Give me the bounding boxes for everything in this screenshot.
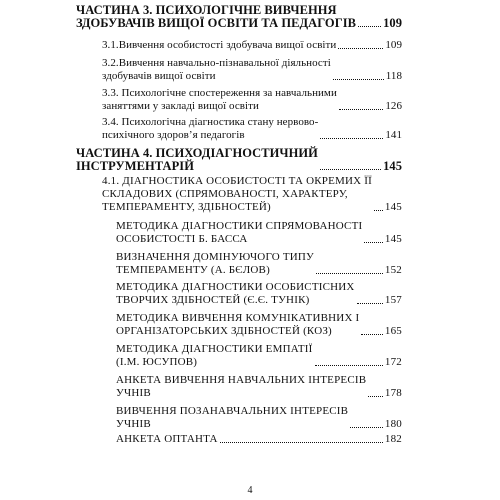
toc-section-title: 4.1. ДІАГНОСТИКА ОСОБИСТОСТІ ТА ОКРЕМИХ ЇЇ СКЛАДОВИХ (СПРЯМОВАНОСТІ, ХАРАКТЕРУ, ТЕМПЕРАМЕНТУ, ЗДІБНОСТЕЙ) <box>102 175 372 213</box>
toc-method-page: 178 <box>384 387 402 399</box>
toc-section-title: 3.3. Психологічне спостереження за навчальними заняттями у закладі вищої освіти <box>102 87 337 112</box>
toc-method-item <box>116 220 402 246</box>
leader-dots <box>357 303 383 304</box>
page-number: 4 <box>247 485 253 496</box>
leader-dots <box>339 109 383 110</box>
toc-method-title: МЕТОДИКА ДІАГНОСТИКИ ОСОБИСТІСНИХ ТВОРЧИХ ЗДІБНОСТЕЙ (Є.Є. ТУНІК) <box>116 281 355 306</box>
leader-dots <box>358 26 381 27</box>
toc-method-item <box>116 374 402 400</box>
leader-dots <box>320 138 383 139</box>
leader-dots <box>315 365 383 366</box>
leader-dots <box>374 210 383 211</box>
leader-dots <box>220 442 383 443</box>
toc-method-page: 165 <box>384 325 402 337</box>
toc-method-page: 180 <box>384 418 402 430</box>
toc-method-page: 172 <box>384 356 402 368</box>
toc-part-3 <box>76 4 402 30</box>
toc-section-3-1 <box>102 39 402 52</box>
toc-method-item <box>116 281 402 307</box>
toc-method-page: 182 <box>384 433 402 445</box>
toc-method-title: МЕТОДИКА ДІАГНОСТИКИ СПРЯМОВАНОСТІ ОСОБИСТОСТІ Б. БАССА <box>116 220 363 245</box>
toc-part-4 <box>76 147 402 173</box>
toc-method-title: ВИЗНАЧЕННЯ ДОМІНУЮЧОГО ТИПУ ТЕМПЕРАМЕНТУ (А. БЄЛОВ) <box>116 251 315 276</box>
leader-dots <box>320 169 381 170</box>
leader-dots <box>368 396 383 397</box>
toc-section-page: 126 <box>385 100 402 112</box>
leader-dots <box>364 242 383 243</box>
toc-part-title: ЧАСТИНА 3. ПСИХОЛОГІЧНЕ ВИВЧЕННЯ ЗДОБУВАЧІВ ВИЩОЇ ОСВІТИ ТА ПЕДАГОГІВ <box>76 3 356 30</box>
toc-method-page: 152 <box>384 264 402 276</box>
toc-method-item <box>116 433 402 446</box>
toc-section-3-4 <box>102 116 402 142</box>
toc-part-page: 109 <box>383 16 402 30</box>
toc-method-item <box>116 343 402 369</box>
toc-section-page: 109 <box>385 39 402 51</box>
toc-section-4-1 <box>102 175 402 214</box>
leader-dots <box>333 79 384 80</box>
toc-method-title: МЕТОДИКА ВИВЧЕННЯ КОМУНІКАТИВНИХ І ОРГАНІЗАТОРСЬКИХ ЗДІБНОСТЕЙ (КОЗ) <box>116 312 360 337</box>
toc-method-page: 145 <box>384 233 402 245</box>
toc-method-page: 157 <box>384 294 402 306</box>
leader-dots <box>338 48 383 49</box>
leader-dots <box>316 273 383 274</box>
toc-section-page: 118 <box>385 70 402 82</box>
toc-part-page: 145 <box>383 159 402 173</box>
toc-section-page: 141 <box>385 129 402 141</box>
toc-method-item <box>116 405 402 431</box>
toc-section-3-2 <box>102 57 402 83</box>
toc-method-item <box>116 251 402 277</box>
toc-method-title: АНКЕТА ВИВЧЕННЯ НАВЧАЛЬНИХ ІНТЕРЕСІВ УЧНІВ <box>116 374 367 399</box>
toc-section-page: 145 <box>384 201 402 213</box>
toc-part-title: ЧАСТИНА 4. ПСИХОДІАГНОСТИЧНИЙ ІНСТРУМЕНТАРІЙ <box>76 146 318 173</box>
toc-method-title: МЕТОДИКА ДІАГНОСТИКИ ЕМПАТІЇ (І.М. ЮСУПОВ) <box>116 343 313 368</box>
leader-dots <box>361 334 382 335</box>
toc-section-title: 3.2.Вивчення навчально-пізнавальної діяльності здобувачів вищої освіти <box>102 57 331 82</box>
toc-method-item <box>116 312 402 338</box>
toc-method-title: АНКЕТА ОПТАНТА <box>116 433 218 445</box>
toc-section-title: 3.4. Психологічна діагностика стану нервово- психічного здоров’я педагогів <box>102 116 319 141</box>
toc-section-3-3 <box>102 87 402 113</box>
leader-dots <box>350 427 383 428</box>
toc-method-title: ВИВЧЕННЯ ПОЗАНАВЧАЛЬНИХ ІНТЕРЕСІВ УЧНІВ <box>116 405 349 430</box>
toc-section-title: 3.1.Вивчення особистості здобувача вищої освіти <box>102 39 337 51</box>
